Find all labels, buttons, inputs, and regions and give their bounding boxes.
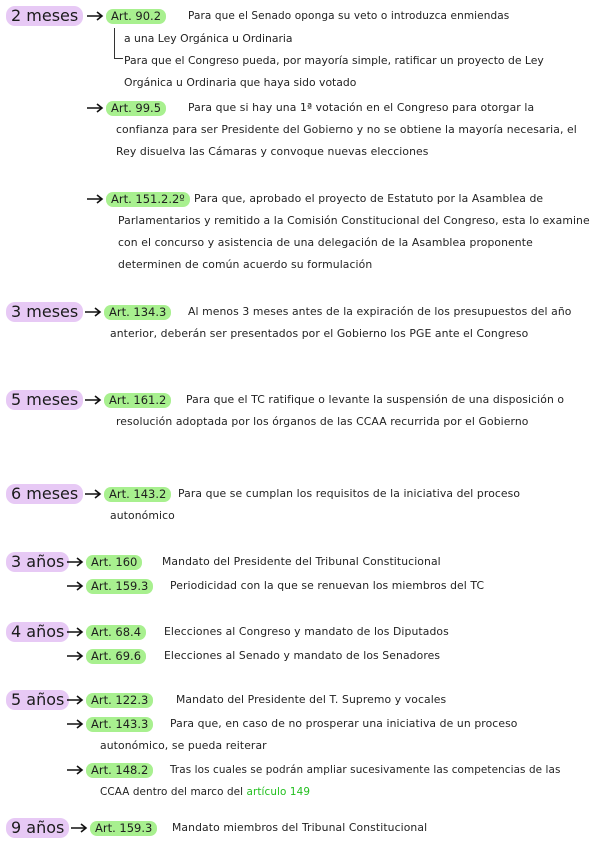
article-badge: Art. 122.3	[86, 693, 153, 708]
arrow-icon	[86, 10, 104, 22]
article-badge: Art. 99.5	[106, 101, 166, 116]
entry-text	[100, 759, 586, 803]
period-label: 3 años	[6, 552, 69, 572]
article-badge: Art. 143.3	[86, 717, 153, 732]
entry-text: Mandato del Presidente del T. Supremo y vocales	[176, 693, 447, 706]
article-badge: Art. 160	[86, 555, 142, 570]
entry-text: Elecciones al Congreso y mandato de los Diputados	[164, 625, 449, 638]
entry-text: Para que si hay una 1ª votación en el Congreso para otorgar la confianza para ser Presidente del Gobierno y no se obtiene la mayoría necesaria, el Rey disuelva las Cámaras y convoque nuevas elecciones	[116, 101, 577, 158]
entry-sub-line: Para que el Congreso pueda, por mayoría simple, ratificar un proyecto de Ley Orgánica u Ordinaria que haya sido votado	[124, 54, 544, 89]
entry-text: Para que el Senado oponga su veto o introduzca enmiendas	[188, 10, 510, 22]
period-label: 5 años	[6, 690, 69, 710]
arrow-icon	[66, 556, 84, 568]
arrow-icon	[86, 102, 104, 114]
bracket-line	[114, 28, 123, 59]
arrow-icon	[66, 650, 84, 662]
article-badge: Art. 69.6	[86, 649, 146, 664]
entry-text: Mandato del Presidente del Tribunal Constitucional	[162, 555, 441, 568]
arrow-icon	[70, 822, 88, 834]
period-label: 4 años	[6, 622, 69, 642]
period-label: 2 meses	[6, 6, 83, 26]
arrow-icon	[84, 488, 102, 500]
entry-text: Para que, aprobado el proyecto de Estatuto por la Asamblea de Parlamentarios y remitido a la Comisión Constitucional del Congreso, esta lo examine con el concurso y asistencia de una delegación de la Asamblea proponente determinen de común acuerdo su formulación	[118, 192, 590, 271]
entry-text: Para que el TC ratifique o levante la suspensión de una disposición o resolución adoptada por los órganos de las CCAA recurrida por el Gobierno	[116, 393, 565, 428]
entry-text: Para que se cumplan los requisitos de la iniciativa del proceso autonómico	[110, 487, 521, 522]
article-link[interactable]: artículo 149	[246, 786, 311, 798]
entry-sub-line: a una Ley Orgánica u Ordinaria	[124, 32, 293, 45]
entry-text: Elecciones al Senado y mandato de los Senadores	[164, 649, 441, 662]
article-badge: Art. 151.2.2º	[106, 192, 190, 207]
arrow-icon	[84, 394, 102, 406]
entry-text: Para que, en caso de no prosperar una iniciativa de un proceso autonómico, se pueda reiterar	[100, 717, 518, 752]
entry-text: Mandato miembros del Tribunal Constitucional	[172, 821, 428, 834]
arrow-icon	[66, 580, 84, 592]
article-badge: Art. 161.2	[104, 393, 171, 408]
article-badge: Art. 143.2	[104, 487, 171, 502]
period-label: 5 meses	[6, 390, 83, 410]
period-label: 9 años	[6, 818, 69, 838]
period-label: 3 meses	[6, 302, 83, 322]
arrow-icon	[66, 694, 84, 706]
article-badge: Art. 148.2	[86, 763, 153, 778]
entry-text: Periodicidad con la que se renuevan los miembros del TC	[170, 579, 485, 592]
article-badge: Art. 159.3	[86, 579, 153, 594]
arrow-icon	[66, 764, 84, 776]
entry-text: Al menos 3 meses antes de la expiración de los presupuestos del año anterior, deberán ser presentados por el Gobierno los PGE ante el Congreso	[110, 305, 572, 340]
article-badge: Art. 159.3	[90, 821, 157, 836]
article-badge: Art. 134.3	[104, 305, 171, 320]
article-badge: Art. 68.4	[86, 625, 146, 640]
arrow-icon	[66, 626, 84, 638]
arrow-icon	[86, 193, 104, 205]
entry-text-body: Tras los cuales se podrán ampliar sucesivamente las competencias de las CCAA dentro del marco del	[100, 764, 561, 798]
period-label: 6 meses	[6, 484, 83, 504]
arrow-icon	[66, 718, 84, 730]
article-badge: Art. 90.2	[106, 9, 166, 24]
arrow-icon	[84, 306, 102, 318]
